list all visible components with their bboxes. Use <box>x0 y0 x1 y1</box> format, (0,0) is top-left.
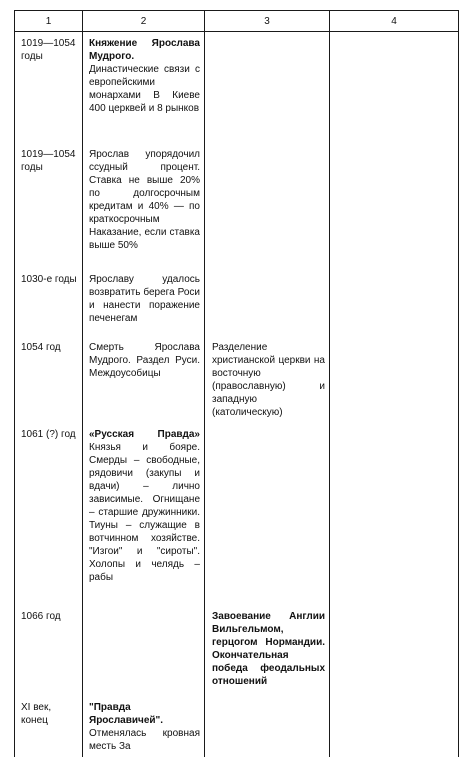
event-text: Смерть Ярослава Мудрого. Раздел Руси. Междоусобицы <box>89 341 200 379</box>
column-header-3: 3 <box>205 11 330 32</box>
row-event-world <box>205 605 330 696</box>
row-event-russia <box>83 32 205 143</box>
row-column-4 <box>330 605 459 696</box>
row-date: 1019—1054 годы <box>15 143 83 268</box>
row-event-world: Разделение христианской церкви на восточную (православную) и западную (католическую) <box>205 336 330 423</box>
table-row <box>15 696 459 757</box>
table-row <box>15 143 459 268</box>
row-date: 1061 (?) год <box>15 423 83 605</box>
row-event-russia <box>83 268 205 336</box>
table-header-row <box>15 11 459 32</box>
event-heading: Княжение Ярослава Мудрого. <box>89 38 200 62</box>
row-column-4 <box>330 336 459 423</box>
row-event-world <box>205 268 330 336</box>
row-event-world <box>205 423 330 605</box>
row-event-russia <box>83 336 205 423</box>
row-event-russia <box>83 605 205 696</box>
column-header-4: 4 <box>330 11 459 32</box>
row-column-4 <box>330 423 459 605</box>
row-date: XI век, конец <box>15 696 83 757</box>
table-row <box>15 32 459 143</box>
world-heading: Завоевание Англии Вильгельмом, герцогом Нормандии. Окончательная победа феодальных отношений <box>212 610 325 687</box>
row-event-world <box>205 32 330 143</box>
document-page <box>14 10 458 752</box>
event-text: Князья и бояре. Смерды – свободные, рядовичи (закупы и вдачи) – лично зависимые. Огнищане – старшие дружинники. Тиуны – служащие в вотчинном хозяйстве. "Изгои" и "сироты". Холопы и челядь – рабы <box>89 441 200 583</box>
event-text: Отменялась кровная месть За <box>89 727 200 752</box>
table-row <box>15 423 459 605</box>
row-column-4 <box>330 268 459 336</box>
row-event-russia <box>83 143 205 268</box>
column-header-2: 2 <box>83 11 205 32</box>
row-date: 1030-е годы <box>15 268 83 336</box>
row-event-world <box>205 696 330 757</box>
row-date: 1054 год <box>15 336 83 423</box>
table-row <box>15 605 459 696</box>
row-date: 1066 год <box>15 605 83 696</box>
row-event-russia <box>83 696 205 757</box>
chronology-table <box>14 10 459 757</box>
row-column-4 <box>330 32 459 143</box>
event-text: Ярослав упорядочил ссудный процент. Ставка не выше 20% по долгосрочным кредитам и 40% — по краткосрочным Наказание, если ставка выше 50% <box>89 148 200 251</box>
event-heading: «Русская Правда» <box>89 428 200 440</box>
row-date: 1019—1054 годы <box>15 32 83 143</box>
row-column-4 <box>330 143 459 268</box>
event-heading: "Правда Ярославичей". <box>89 701 164 726</box>
event-text: Ярославу удалось возвратить берега Роси и нанести поражение печенегам <box>89 273 200 324</box>
table-row <box>15 268 459 336</box>
table-row <box>15 336 459 423</box>
row-event-russia <box>83 423 205 605</box>
row-column-4 <box>330 696 459 757</box>
column-header-1: 1 <box>15 11 83 32</box>
event-text: Династические связи с европейскими монархами В Киеве 400 церквей и 8 рынков <box>89 64 200 114</box>
row-event-world <box>205 143 330 268</box>
